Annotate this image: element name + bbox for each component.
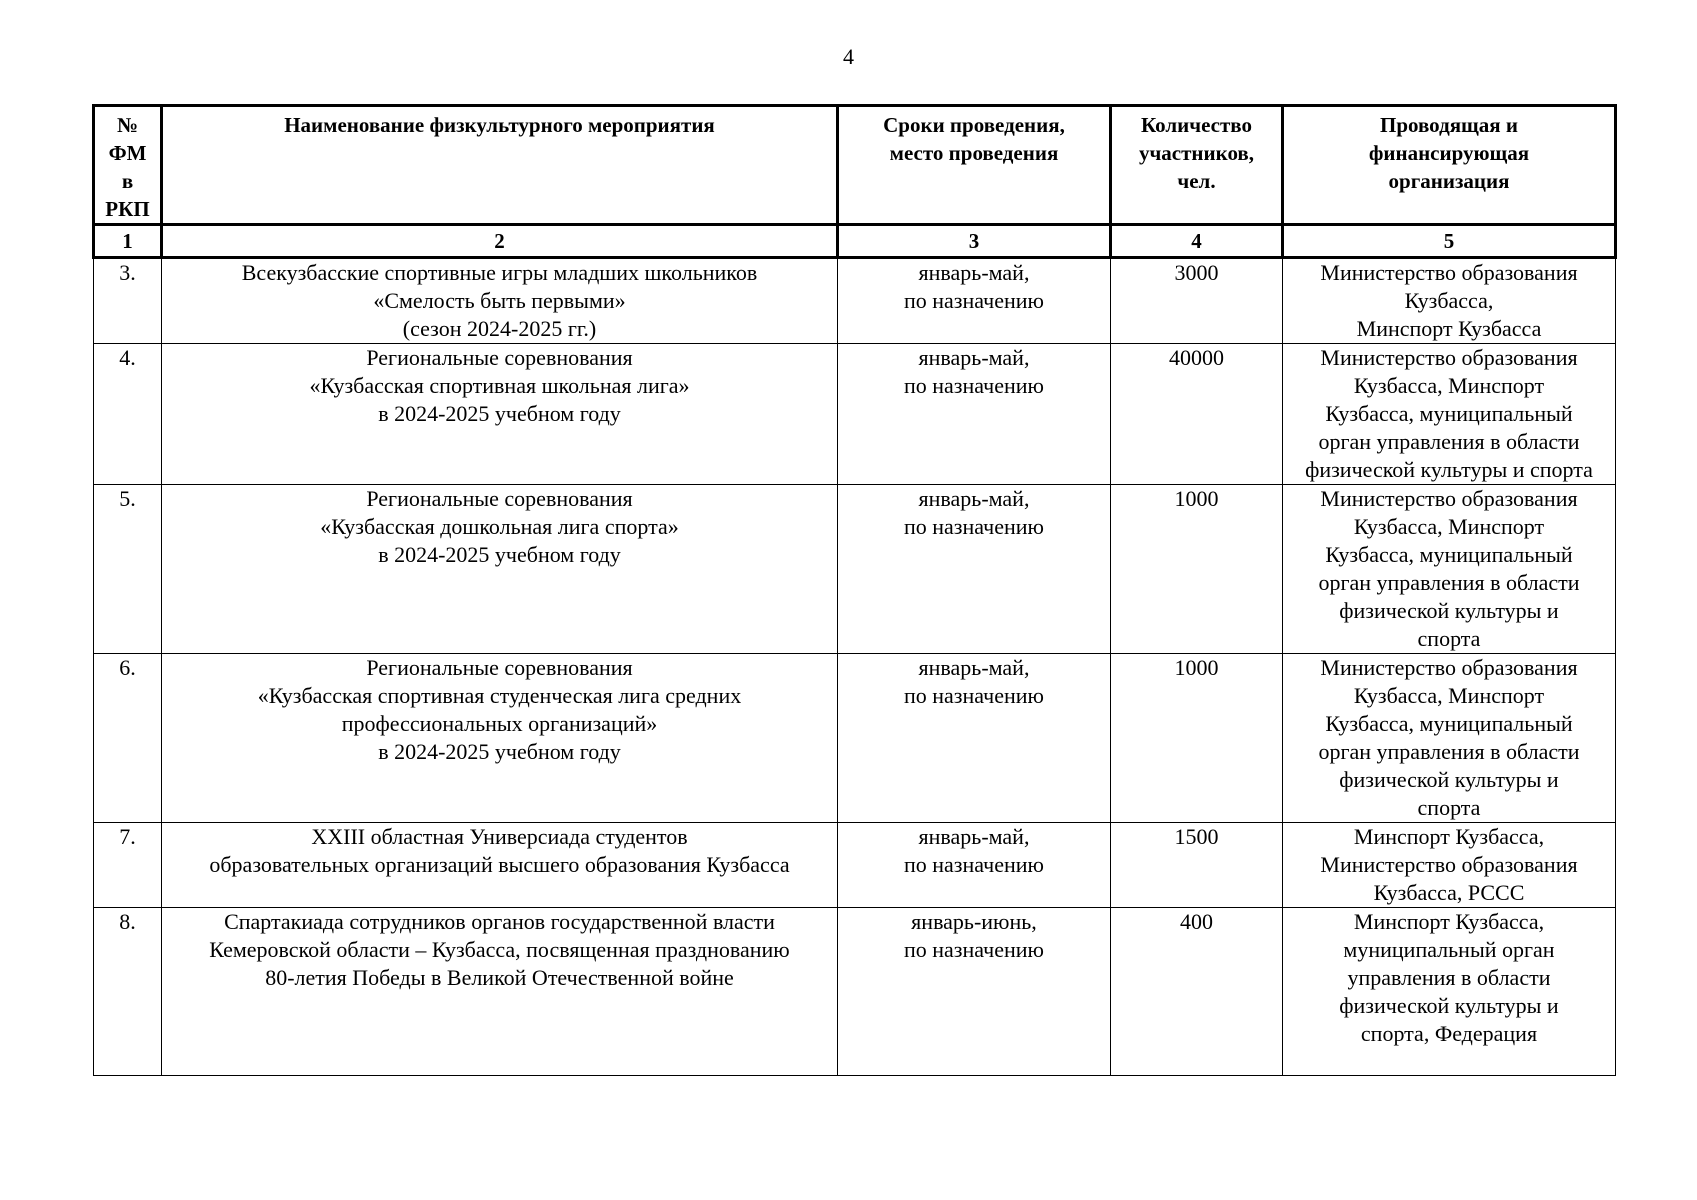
cell-line: «Смелость быть первыми» bbox=[373, 288, 626, 313]
cell-line: по назначению bbox=[904, 288, 1044, 313]
cell-line: № bbox=[116, 113, 139, 137]
event-dates bbox=[838, 485, 1111, 654]
cell-line: физической культуры и спорта bbox=[1305, 457, 1593, 482]
column-number: 1 bbox=[94, 225, 162, 258]
cell-line: спорта bbox=[1417, 626, 1481, 651]
event-name bbox=[162, 654, 838, 823]
page-number: 4 bbox=[843, 44, 854, 69]
cell-line: январь-май, bbox=[918, 260, 1030, 285]
column-number: 3 bbox=[838, 225, 1111, 258]
cell-line: XXIII областная Универсиада студентов bbox=[311, 824, 688, 849]
table-row bbox=[94, 654, 1616, 823]
row-number: 3. bbox=[94, 258, 162, 344]
header-cell bbox=[1111, 106, 1283, 225]
cell-line: спорта, Федерация bbox=[1360, 1021, 1538, 1046]
column-number: 2 bbox=[162, 225, 838, 258]
row-number: 8. bbox=[94, 908, 162, 1076]
header-cell bbox=[94, 106, 162, 225]
cell-line: в 2024-2025 учебном году bbox=[378, 401, 621, 426]
cell-line: финансирующая bbox=[1368, 141, 1530, 165]
organizer bbox=[1283, 344, 1616, 485]
participants-count: 1000 bbox=[1111, 654, 1283, 823]
cell-line: по назначению bbox=[904, 852, 1044, 877]
organizer bbox=[1283, 908, 1616, 1076]
cell-line: организация bbox=[1388, 169, 1510, 193]
cell-line: (сезон 2024-2025 гг.) bbox=[402, 316, 597, 341]
cell-line: Минспорт Кузбасса, bbox=[1353, 824, 1545, 849]
event-name bbox=[162, 344, 838, 485]
event-name bbox=[162, 485, 838, 654]
cell-line: Проводящая и bbox=[1379, 113, 1518, 137]
cell-line: Спартакиада сотрудников органов государственной власти bbox=[224, 909, 775, 934]
row-number: 5. bbox=[94, 485, 162, 654]
cell-line: Региональные соревнования bbox=[366, 345, 633, 370]
cell-line: Кузбасса, Минспорт bbox=[1353, 683, 1545, 708]
cell-line: Кузбасса, Минспорт bbox=[1353, 514, 1545, 539]
header-cell bbox=[838, 106, 1111, 225]
event-name bbox=[162, 823, 838, 908]
cell-line: «Кузбасская спортивная студенческая лига средних bbox=[257, 683, 742, 708]
table-row bbox=[94, 908, 1616, 1076]
cell-line: Министерство образования bbox=[1320, 486, 1578, 511]
event-dates bbox=[838, 908, 1111, 1076]
cell-line: Кузбасса, муниципальный bbox=[1325, 401, 1573, 426]
cell-line: январь-июнь, bbox=[911, 909, 1037, 934]
cell-line: «Кузбасская спортивная школьная лига» bbox=[309, 373, 690, 398]
cell-line: муниципальный орган bbox=[1343, 937, 1555, 962]
cell-line: в 2024-2025 учебном году bbox=[378, 739, 621, 764]
participants-count: 3000 bbox=[1111, 258, 1283, 344]
cell-line: в 2024-2025 учебном году bbox=[378, 542, 621, 567]
cell-line: Министерство образования bbox=[1320, 260, 1578, 285]
events-table bbox=[92, 104, 1617, 1076]
table-row bbox=[94, 258, 1616, 344]
cell-line: Региональные соревнования bbox=[366, 486, 633, 511]
cell-line: по назначению bbox=[904, 937, 1044, 962]
cell-line: орган управления в области bbox=[1318, 429, 1580, 454]
cell-line: Количество bbox=[1140, 113, 1253, 137]
header-cell bbox=[1283, 106, 1616, 225]
cell-line: Министерство образования bbox=[1320, 852, 1578, 877]
cell-line: по назначению bbox=[904, 373, 1044, 398]
cell-line: место проведения bbox=[889, 141, 1059, 165]
cell-line: Региональные соревнования bbox=[366, 655, 633, 680]
header-row bbox=[94, 106, 1616, 225]
organizer bbox=[1283, 485, 1616, 654]
event-dates bbox=[838, 823, 1111, 908]
cell-line: в bbox=[121, 169, 134, 193]
row-number: 7. bbox=[94, 823, 162, 908]
cell-line: Министерство образования bbox=[1320, 345, 1578, 370]
event-dates bbox=[838, 344, 1111, 485]
event-name bbox=[162, 258, 838, 344]
cell-line: январь-май, bbox=[918, 655, 1030, 680]
cell-line: РКП bbox=[105, 197, 150, 221]
organizer bbox=[1283, 258, 1616, 344]
participants-count: 1000 bbox=[1111, 485, 1283, 654]
cell-line: профессиональных организаций» bbox=[341, 711, 658, 736]
cell-line: физической культуры и bbox=[1339, 598, 1559, 623]
cell-line: Минспорт Кузбасса bbox=[1356, 316, 1542, 341]
table-row bbox=[94, 344, 1616, 485]
cell-line: «Кузбасская дошкольная лига спорта» bbox=[320, 514, 679, 539]
participants-count: 400 bbox=[1111, 908, 1283, 1076]
cell-line: по назначению bbox=[904, 683, 1044, 708]
cell-line: по назначению bbox=[904, 514, 1044, 539]
cell-line: Кемеровской области – Кузбасса, посвященная празднованию bbox=[209, 937, 790, 962]
cell-line: Кузбасса, bbox=[1404, 288, 1494, 313]
event-dates bbox=[838, 654, 1111, 823]
cell-line: физической культуры и bbox=[1339, 767, 1559, 792]
cell-line: Сроки проведения, bbox=[883, 113, 1065, 137]
cell-line: участников, bbox=[1138, 141, 1255, 165]
cell-line: 80-летия Победы в Великой Отечественной войне bbox=[265, 965, 734, 990]
header-cell bbox=[162, 106, 838, 225]
cell-line: январь-май, bbox=[918, 486, 1030, 511]
column-number-row bbox=[94, 225, 1616, 258]
participants-count: 40000 bbox=[1111, 344, 1283, 485]
cell-line: орган управления в области bbox=[1318, 739, 1580, 764]
cell-line: Всекузбасские спортивные игры младших школьников bbox=[241, 260, 758, 285]
cell-line: Кузбасса, муниципальный bbox=[1325, 711, 1573, 736]
cell-line: спорта bbox=[1417, 795, 1481, 820]
organizer bbox=[1283, 654, 1616, 823]
cell-line: ФМ bbox=[108, 141, 147, 165]
cell-line: управления в области bbox=[1347, 965, 1551, 990]
cell-line: Кузбасса, муниципальный bbox=[1325, 542, 1573, 567]
row-number: 6. bbox=[94, 654, 162, 823]
column-number: 5 bbox=[1283, 225, 1616, 258]
cell-line: январь-май, bbox=[918, 345, 1030, 370]
cell-line: физической культуры и bbox=[1339, 993, 1559, 1018]
cell-line: Наименование физкультурного мероприятия bbox=[284, 113, 715, 137]
cell-line: Кузбасса, РССС bbox=[1373, 880, 1525, 905]
cell-line: Министерство образования bbox=[1320, 655, 1578, 680]
cell-line: орган управления в области bbox=[1318, 570, 1580, 595]
table-row bbox=[94, 485, 1616, 654]
cell-line: чел. bbox=[1177, 169, 1216, 193]
cell-line: образовательных организаций высшего образования Кузбасса bbox=[209, 852, 790, 877]
cell-line: Минспорт Кузбасса, bbox=[1353, 909, 1545, 934]
cell-line: Кузбасса, Минспорт bbox=[1353, 373, 1545, 398]
row-number: 4. bbox=[94, 344, 162, 485]
participants-count: 1500 bbox=[1111, 823, 1283, 908]
cell-line: январь-май, bbox=[918, 824, 1030, 849]
column-number: 4 bbox=[1111, 225, 1283, 258]
event-dates bbox=[838, 258, 1111, 344]
table-row bbox=[94, 823, 1616, 908]
event-name bbox=[162, 908, 838, 1076]
organizer bbox=[1283, 823, 1616, 908]
